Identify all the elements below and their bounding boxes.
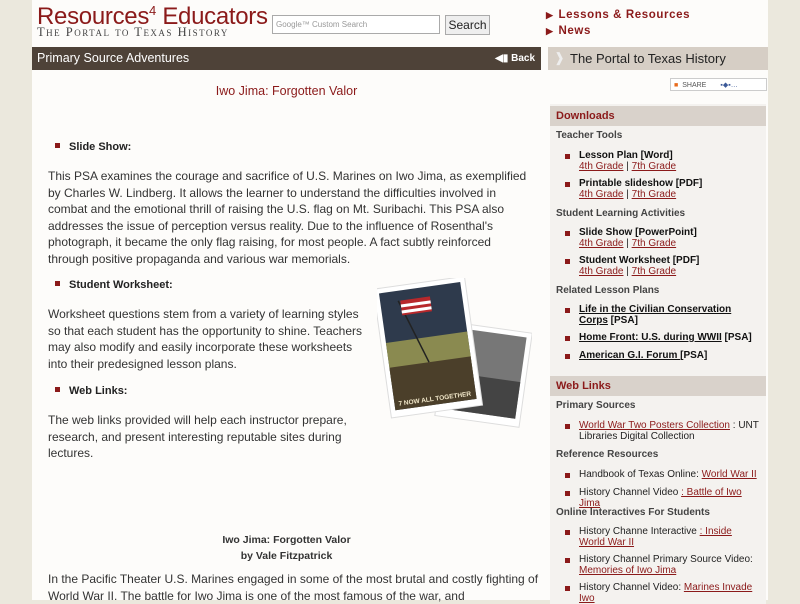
related-suffix: [PSA]	[721, 332, 752, 343]
heading-student-worksheet	[55, 279, 173, 291]
web-links-text: The web links provided will help each instructor prepare, research, and present interesting reputable sites during lectures.	[48, 413, 347, 461]
share-label: SHARE	[682, 82, 707, 89]
sep: |	[623, 189, 632, 200]
share-icon: ■	[674, 82, 679, 89]
nav-label: News	[558, 25, 591, 37]
portal-label: The Portal to Texas History	[570, 51, 726, 66]
page-title: Iwo Jima: Forgotten Valor	[215, 84, 358, 98]
share-button[interactable]	[670, 78, 767, 91]
social-icons: ▪◆▪…	[720, 82, 738, 89]
slide-show-text: This PSA examines the courage and sacrifice of U.S. Marines on Iwo Jima, as exemplified by Charles W. Lindberg. It allows the learner to understand the difficulties involved in combat and the emotional thrill of raising the U.S. flag on Mt. Suribachi. This PSA also addresses the issue of perception versus reality. Due to the influence of Rosenthal's photograph, it became the only flag raising, for most people. A fact subtly reinforced through positive propaganda and various war memorials.	[48, 169, 527, 266]
heading-label: Slide Show:	[69, 141, 132, 153]
bullet-icon	[55, 143, 60, 148]
related-item	[565, 350, 760, 361]
bullet-icon	[565, 558, 570, 563]
worksheet-text: Worksheet questions stem from a variety of learning styles so that each student has the opportunity to shine. Teachers may also modify and easily incorporate these worksheets into their predesigned lesson plans.	[48, 307, 362, 371]
bullet-icon	[55, 281, 60, 286]
item-title: Printable slideshow [PDF]	[579, 178, 703, 189]
search-button[interactable]: Search	[445, 15, 490, 35]
related-suffix: [PSA]	[607, 315, 638, 326]
nav-lessons-resources[interactable]	[546, 9, 690, 21]
reference-label: Reference Resources	[556, 449, 659, 460]
caption-author: by Vale Fitzpatrick	[240, 549, 333, 562]
grade-7-link[interactable]: 7th Grade	[631, 238, 677, 249]
weblink-item	[565, 420, 760, 442]
logo-text: Resources	[37, 3, 150, 30]
weblink[interactable]: Marines Invade Iwo	[579, 582, 753, 604]
post: : UNT Libraries Digital Collection	[579, 420, 759, 442]
grade-4-link[interactable]: 4th Grade	[579, 161, 624, 172]
heading-web-links	[55, 385, 127, 397]
pre: History Channel Primary Source Video:	[579, 554, 753, 565]
interactives-label: Online Interactives For Students	[556, 507, 710, 518]
sep: |	[623, 161, 632, 172]
related-link[interactable]: Life in the Civilian Conservation Corps	[579, 304, 732, 326]
search-input[interactable]: Google™ Custom Search	[272, 15, 440, 34]
item-title: Student Worksheet [PDF]	[579, 255, 700, 266]
bullet-icon	[565, 473, 570, 478]
student-activities-label: Student Learning Activities	[556, 208, 686, 219]
logo-sup: 4	[149, 3, 156, 18]
related-link[interactable]: American G.I. Forum	[579, 350, 681, 361]
related-item	[565, 332, 760, 343]
sep: |	[623, 238, 632, 249]
bullet-icon	[565, 354, 570, 359]
page	[32, 0, 768, 604]
grade-7-link[interactable]: 7th Grade	[631, 266, 677, 277]
site-tagline: The Portal to Texas History	[37, 25, 229, 39]
bullet-icon	[565, 154, 570, 159]
bullet-icon	[565, 491, 570, 496]
item-title: Slide Show [PowerPoint]	[579, 227, 697, 238]
related-label: Related Lesson Plans	[556, 285, 660, 296]
weblink[interactable]: : Battle of Iwo Jima	[579, 487, 742, 509]
item-title: Lesson Plan [Word]	[579, 150, 673, 161]
grade-4-link[interactable]: 4th Grade	[579, 189, 624, 200]
bullet-icon	[55, 387, 60, 392]
back-button[interactable]	[495, 53, 535, 64]
primary-sources-label: Primary Sources	[556, 400, 636, 411]
section-bar	[32, 47, 541, 70]
weblink[interactable]: World War II	[701, 469, 757, 480]
pre: Handbook of Texas Online:	[579, 469, 702, 480]
back-label: Back	[511, 53, 535, 64]
download-item	[565, 150, 760, 172]
nav-news[interactable]	[546, 25, 591, 37]
weblink[interactable]: World War Two Posters Collection	[579, 420, 730, 431]
download-item	[565, 178, 760, 200]
grade-4-link[interactable]: 4th Grade	[579, 266, 624, 277]
chevron-right-icon: ❱	[554, 50, 565, 65]
bullet-icon	[565, 336, 570, 341]
download-item	[565, 227, 760, 249]
bullet-icon	[565, 424, 570, 429]
poster-images	[377, 278, 532, 430]
grade-7-link[interactable]: 7th Grade	[631, 161, 677, 172]
nav-label: Lessons & Resources	[558, 9, 691, 21]
caption-title: Iwo Jima: Forgotten Valor	[222, 534, 351, 546]
bullet-icon	[565, 586, 570, 591]
back-icon: ◀▮	[495, 53, 512, 64]
pre: History Channel Video:	[579, 582, 684, 593]
heading-label: Web Links:	[69, 385, 128, 397]
intro-text: In the Pacific Theater U.S. Marines engaged in some of the most brutal and costly fighting of World War II. The battle for Iwo Jima is one of the most famous of the war, and	[48, 572, 539, 603]
grade-4-link[interactable]: 4th Grade	[579, 238, 624, 249]
sidebar	[550, 104, 766, 604]
weblink-item	[565, 582, 760, 604]
weblink[interactable]: Memories of Iwo Jima	[579, 565, 677, 576]
bullet-icon	[565, 182, 570, 187]
sep: |	[623, 266, 632, 277]
teacher-tools-label: Teacher Tools	[556, 130, 623, 141]
bullet-icon	[565, 308, 570, 313]
related-item	[565, 304, 760, 326]
logo-text-rest: Educators	[155, 3, 268, 30]
pre: History Channe Interactive	[579, 526, 700, 537]
downloads-header: Downloads	[550, 106, 766, 126]
triangle-right-icon: ▶	[546, 10, 554, 20]
weblink-item	[565, 554, 760, 576]
section-title: Primary Source Adventures	[37, 51, 190, 65]
bullet-icon	[565, 530, 570, 535]
portal-link[interactable]	[548, 47, 768, 70]
weblink-item	[565, 526, 760, 548]
grade-7-link[interactable]: 7th Grade	[631, 189, 677, 200]
weblink-item	[565, 469, 760, 480]
poster-lettering: 7 NOW ALL TOGETHER	[398, 390, 472, 408]
related-link[interactable]: Home Front: U.S. during WWII	[579, 332, 722, 343]
triangle-right-icon: ▶	[546, 26, 554, 36]
heading-slide-show	[55, 141, 131, 153]
heading-label: Student Worksheet:	[69, 279, 173, 291]
pre: History Channel Video	[579, 487, 682, 498]
download-item	[565, 255, 760, 277]
bullet-icon	[565, 231, 570, 236]
related-suffix: [PSA]	[680, 350, 708, 361]
bullet-icon	[565, 259, 570, 264]
web-links-header: Web Links	[550, 376, 766, 396]
weblink[interactable]: : Inside World War II	[579, 526, 732, 548]
article-caption	[32, 533, 541, 564]
weblink-item	[565, 487, 760, 509]
